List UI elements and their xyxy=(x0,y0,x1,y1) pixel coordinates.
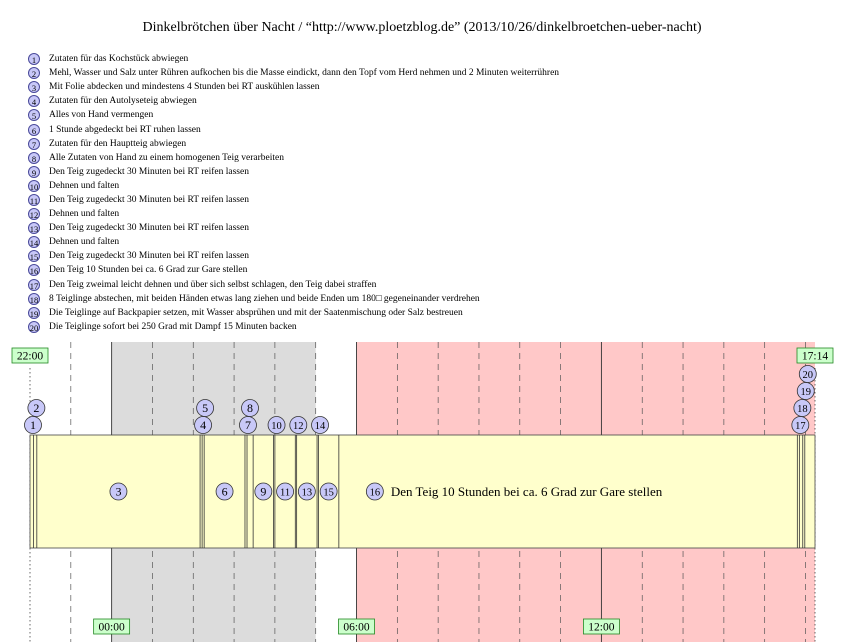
bubble-number: 15 xyxy=(323,487,334,499)
step-number-badge: 4 xyxy=(28,95,40,107)
step-marker-bubble xyxy=(242,400,259,417)
bubble-number: 5 xyxy=(202,401,209,415)
time-label-text: 12:00 xyxy=(588,621,615,634)
step-text: 8 Teiglinge abstechen, mit beiden Händen etwas lang ziehen und beide Enden um 180□ gegeneinander verdrehen xyxy=(49,293,480,304)
step-marker-bubble xyxy=(239,417,256,434)
segment-bubble xyxy=(298,483,315,500)
step-text: Die Teiglinge sofort bei 250 Grad mit Dampf 15 Minuten backen xyxy=(49,321,297,332)
time-label-text: 06:00 xyxy=(343,621,370,634)
step-number-badge: 2 xyxy=(28,67,40,79)
step-text: Den Teig zugedeckt 30 Minuten bei RT reifen lassen xyxy=(49,166,249,177)
time-label xyxy=(12,348,48,363)
segment-bubble xyxy=(320,483,337,500)
bubble-number: 11 xyxy=(280,487,291,499)
step-text: Den Teig zweimal leicht dehnen und über sich selbst schlagen, den Teig dabei straffen xyxy=(49,279,377,290)
step-text: Dehnen und falten xyxy=(49,209,120,220)
step-text: Alles von Hand vermengen xyxy=(49,110,154,121)
page-title: Dinkelbrötchen über Nacht / “http://www.ploetzblog.de” (2013/10/26/dinkelbroetchen-ueber-nacht) xyxy=(142,20,702,35)
segment-bubble xyxy=(277,483,294,500)
bubble-number: 16 xyxy=(369,487,381,499)
step-marker-bubble xyxy=(195,417,212,434)
step-number-badge: 5 xyxy=(28,109,40,121)
step-number-badge: 7 xyxy=(28,138,40,150)
bubble-number: 8 xyxy=(247,401,254,415)
step-marker-bubble xyxy=(799,366,816,383)
step-number-badge: 6 xyxy=(28,124,40,136)
step-text: Den Teig zugedeckt 30 Minuten bei RT reifen lassen xyxy=(49,223,249,234)
step-number-badge: 12 xyxy=(29,210,39,221)
step-text: Zutaten für den Autolyseteig abwiegen xyxy=(49,96,197,107)
bubble-number: 20 xyxy=(802,370,814,381)
step-marker-bubble xyxy=(197,400,214,417)
step-text: Die Teiglinge auf Backpapier setzen, mit Wasser absprühen und mit der Saatenmischung oder Salz bestreuen xyxy=(49,307,463,318)
bubble-number: 14 xyxy=(314,421,326,432)
bubble-number: 7 xyxy=(244,418,251,432)
time-label xyxy=(94,619,130,634)
step-marker-bubble xyxy=(794,400,811,417)
step-number-badge: 1 xyxy=(28,53,40,65)
step-text: Dehnen und falten xyxy=(49,180,120,191)
bubble-number: 10 xyxy=(271,421,282,432)
bubble-number: 2 xyxy=(33,401,40,415)
time-label-text: 22:00 xyxy=(16,350,44,363)
bubble-number: 19 xyxy=(800,387,812,398)
step-number-badge: 20 xyxy=(29,322,39,333)
bubble-number: 9 xyxy=(260,484,267,499)
bubble-number: 17 xyxy=(795,421,806,432)
step-number-badge: 10 xyxy=(29,181,39,192)
bubble-number: 4 xyxy=(200,418,207,432)
step-marker-bubble xyxy=(25,417,42,434)
step-number-badge: 14 xyxy=(29,238,39,249)
time-label xyxy=(583,619,619,634)
step-text: Den Teig zugedeckt 30 Minuten bei RT reifen lassen xyxy=(49,251,249,262)
step-number-badge: 8 xyxy=(28,152,40,164)
time-label xyxy=(339,619,375,634)
step-marker-bubble xyxy=(312,417,329,434)
step-text: Mehl, Wasser und Salz unter Rühren aufkochen bis die Masse eindickt, dann den Topf vom Herd nehmen und 2 Minuten weiterrühren xyxy=(49,68,560,79)
time-label-text: 17:14 xyxy=(801,350,829,363)
time-label xyxy=(797,348,833,363)
bubble-number: 13 xyxy=(301,487,313,499)
step-number-badge: 9 xyxy=(28,166,40,178)
step-marker-bubble xyxy=(28,400,45,417)
segment-bubble xyxy=(255,483,272,500)
segment-bubble xyxy=(216,483,233,500)
step-number-badge: 3 xyxy=(28,81,40,93)
step-number-badge: 19 xyxy=(29,308,39,319)
step-number-badge: 15 xyxy=(29,252,39,263)
bubble-number: 3 xyxy=(115,484,122,499)
step-number-badge: 13 xyxy=(29,224,39,235)
step-marker-bubble xyxy=(792,417,809,434)
step-number-badge: 11 xyxy=(29,195,39,206)
step-number-badge: 16 xyxy=(29,266,39,277)
segment-bubble xyxy=(366,483,383,500)
step-text: Den Teig zugedeckt 30 Minuten bei RT reifen lassen xyxy=(49,194,249,205)
time-label-text: 00:00 xyxy=(98,621,125,634)
bubble-number: 1 xyxy=(30,418,36,432)
segment-label: Den Teig 10 Stunden bei ca. 6 Grad zur Gare stellen xyxy=(390,484,663,499)
step-number-badge: 18 xyxy=(29,294,39,305)
step-number-badge: 17 xyxy=(29,280,39,291)
step-text: Den Teig 10 Stunden bei ca. 6 Grad zur Gare stellen xyxy=(49,265,248,276)
step-marker-bubble xyxy=(268,417,285,434)
step-text: 1 Stunde abgedeckt bei RT ruhen lassen xyxy=(49,124,201,135)
step-text: Dehnen und falten xyxy=(49,237,120,248)
step-text: Zutaten für das Kochstück abwiegen xyxy=(49,54,189,65)
step-marker-bubble xyxy=(797,383,814,400)
bubble-number: 12 xyxy=(293,421,304,432)
step-marker-bubble xyxy=(290,417,307,434)
bubble-number: 6 xyxy=(221,484,228,499)
segment-bubble xyxy=(110,483,127,500)
step-text: Alle Zutaten von Hand zu einem homogenen Teig verarbeiten xyxy=(49,152,284,163)
step-text: Zutaten für den Hauptteig abwiegen xyxy=(49,138,187,149)
step-text: Mit Folie abdecken und mindestens 4 Stunden bei RT auskühlen lassen xyxy=(49,82,320,93)
bubble-number: 18 xyxy=(797,404,808,415)
